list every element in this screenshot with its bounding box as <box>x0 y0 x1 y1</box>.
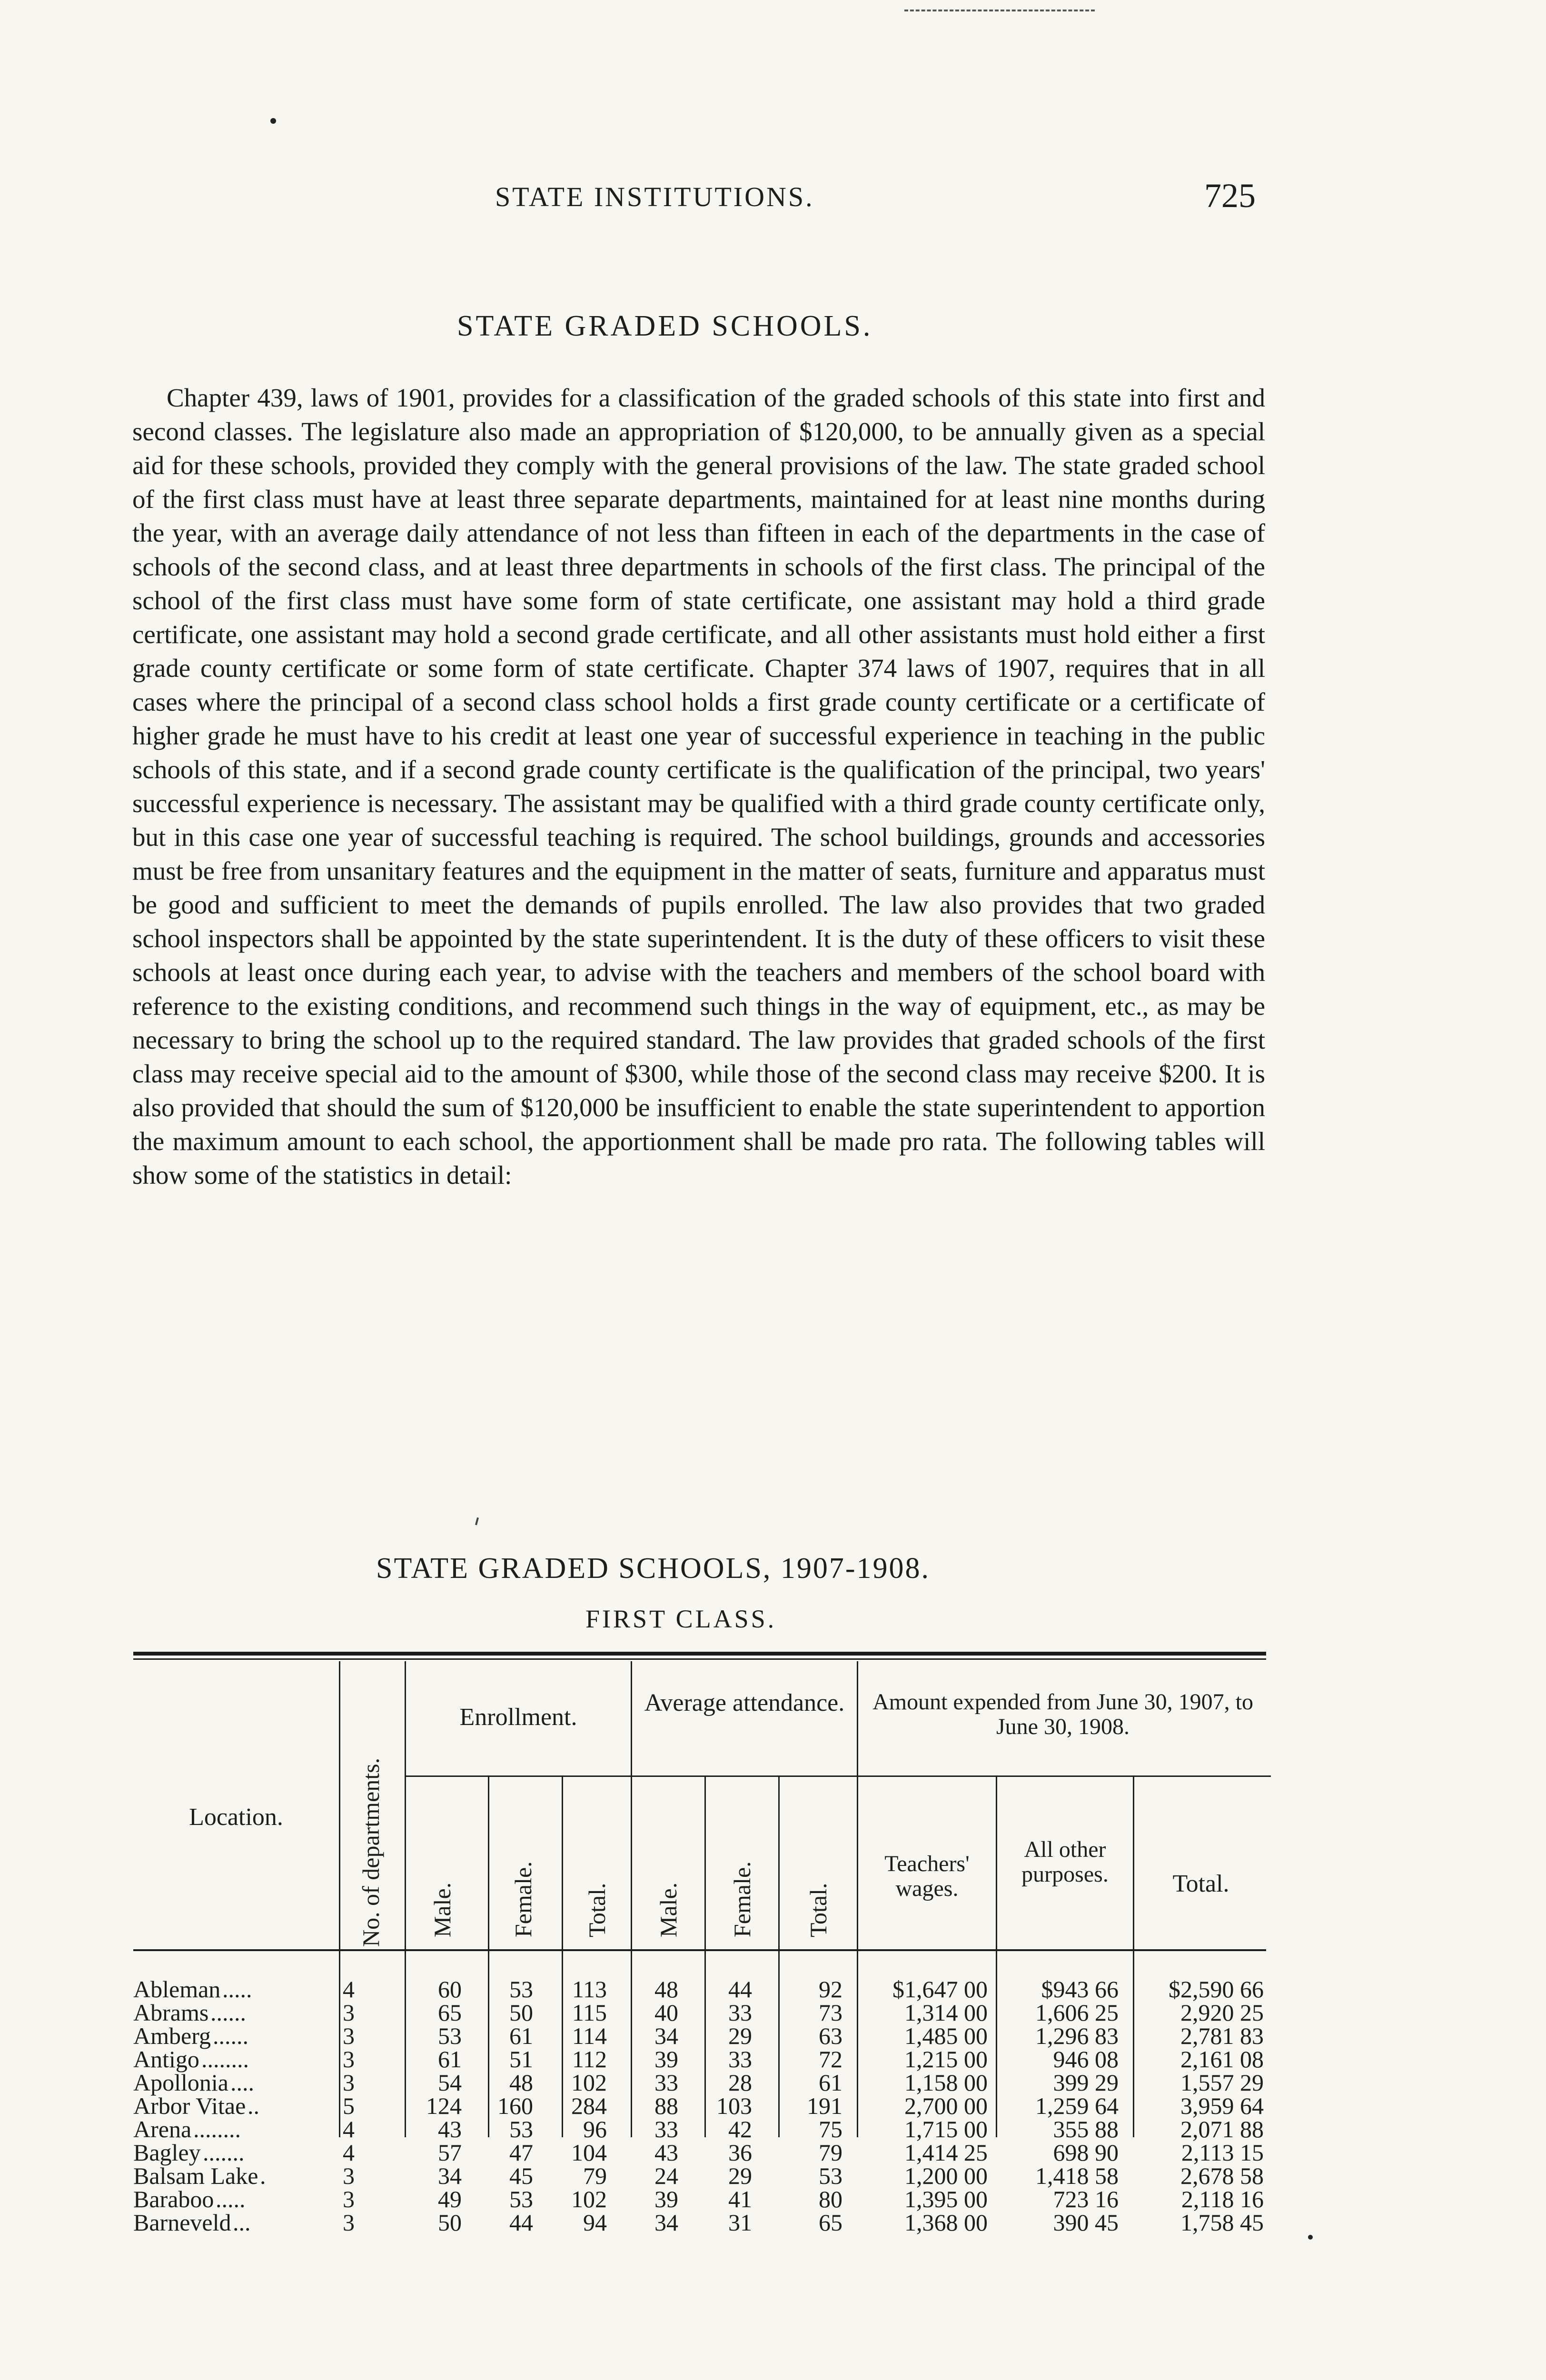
cell-dept: 3 <box>343 2186 355 2212</box>
cell-att-m: 33 <box>654 2069 678 2096</box>
body-text <box>132 381 1265 1192</box>
cell-att-f: 36 <box>728 2139 752 2166</box>
cell-att-m: 24 <box>654 2162 678 2189</box>
cell-leader-dots: . <box>260 2162 266 2189</box>
table-row <box>133 2045 1266 2073</box>
cell-enr-f: 48 <box>509 2069 533 2096</box>
cell-att-m: 43 <box>654 2139 678 2166</box>
cell-leader-dots: ........ <box>193 2116 241 2142</box>
header-exp-total: Total. <box>1172 1870 1229 1897</box>
table-title: STATE GRADED SCHOOLS, 1907-1908. <box>376 1552 931 1585</box>
cell-att-f: 31 <box>728 2209 752 2236</box>
header-enr-total: Total. <box>584 1883 610 1937</box>
header-enr-male: Male. <box>429 1882 456 1937</box>
table-row <box>133 2069 1266 2096</box>
cell-wages: 1,158 00 <box>904 2069 988 2096</box>
cell-total: 2,118 16 <box>1181 2186 1264 2212</box>
cell-att-f: 29 <box>728 2162 752 2189</box>
cell-enr-t: 114 <box>572 2023 607 2049</box>
cell-wages: 2,700 00 <box>904 2092 988 2119</box>
cell-wages: $1,647 00 <box>892 1976 988 2003</box>
cell-att-t: 65 <box>819 2209 842 2236</box>
cell-enr-m: 60 <box>438 1976 462 2003</box>
cell-enr-m: 54 <box>438 2069 462 2096</box>
cell-leader-dots: ..... <box>222 1976 252 2003</box>
cell-enr-t: 104 <box>571 2139 607 2166</box>
cell-wages: 1,215 00 <box>904 2046 988 2073</box>
cell-enr-f: 47 <box>509 2139 533 2166</box>
cell-enr-f: 45 <box>509 2162 533 2189</box>
statistics-table <box>133 1652 1266 2271</box>
cell-location: Arbor Vitae <box>133 2092 246 2119</box>
table-row <box>133 2022 1266 2049</box>
header-enrollment: Enrollment. <box>459 1704 577 1731</box>
cell-enr-m: 53 <box>438 2023 462 2049</box>
cell-location: Abrams <box>133 1999 209 2026</box>
cell-dept: 3 <box>343 1999 355 2026</box>
cell-att-f: 41 <box>728 2186 752 2212</box>
cell-att-t: 73 <box>819 1999 842 2026</box>
cell-att-m: 40 <box>654 1999 678 2026</box>
cell-att-f: 28 <box>728 2069 752 2096</box>
cell-location: Apollonia <box>133 2069 228 2096</box>
cell-enr-m: 65 <box>438 1999 462 2026</box>
cell-att-t: 63 <box>819 2023 842 2049</box>
cell-dept: 4 <box>343 1976 355 2003</box>
cell-wages: 1,414 25 <box>904 2139 988 2166</box>
cell-dept: 4 <box>343 2116 355 2142</box>
header-att-total: Total. <box>805 1883 832 1937</box>
cell-dept: 3 <box>343 2046 355 2073</box>
cell-dept: 5 <box>343 2092 355 2119</box>
cell-wages: 1,395 00 <box>904 2186 988 2212</box>
cell-enr-f: 51 <box>509 2046 533 2073</box>
cell-att-t: 61 <box>819 2069 842 2096</box>
cell-location: Barneveld <box>133 2209 231 2236</box>
cell-other: 1,296 83 <box>1035 2023 1119 2049</box>
cell-dept: 3 <box>343 2069 355 2096</box>
table-row <box>133 2139 1266 2166</box>
cell-dept: 3 <box>343 2162 355 2189</box>
cell-enr-t: 102 <box>571 2186 607 2212</box>
table-row <box>133 2092 1266 2119</box>
body-paragraph: Chapter 439, laws of 1901, provides for a classification of the graded schools of this state into first and second classes. The legislature also made an appropriation of $120,000, to be annually given as a special aid for these schools, provided they comply with the general provisions of the law. The state graded school of the first class must have at least three separate departments, maintained for at least nine months during the year, with an average daily attendance of not less than fifteen in each of the departments in the case of schools of the second class, and at least three departments in schools of the first class. The principal of the school of the first class must have some form of state certificate, one assistant may hold a third grade certificate, one assistant may hold a second grade certificate, and all other assistants must hold either a first grade county certificate or some form of state certificate. Chapter 374 laws of 1907, requires that in all cases where the principal of a second class school holds a first grade county certificate or a certificate of higher grade he must have to his credit at least one year of successful experience in teaching in the public schools of this state, and if a second grade county certificate is the qualification of the principal, two years' successful experience is necessary. The assistant may be qualified with a third grade county certificate only, but in this case one year of successful teaching is required. The school buildings, grounds and accessories must be free from unsanitary features and the equipment in the matter of seats, furniture and apparatus must be good and sufficient to meet the demands of pupils enrolled. The law also provides that two graded school inspectors shall be appointed by the state superintendent. It is the duty of these officers to visit these schools at least once during each year, to advise with the teachers and members of the school board with reference to the existing conditions, and recommend such things in the way of equipment, etc., as may be necessary to bring the school up to the required standard. The law provides that graded schools of the first class may receive special aid to the amount of $300, while those of the second class may receive $200. It is also provided that should the sum of $120,000 be insufficient to enable the state superintendent to apportion the maximum amount to each school, the apportionment shall be made pro rata. The following tables will show some of the statistics in detail: <box>132 383 1265 1190</box>
cell-enr-m: 57 <box>438 2139 462 2166</box>
cell-other: 390 45 <box>1053 2209 1119 2236</box>
cell-enr-t: 284 <box>571 2092 607 2119</box>
cell-total: 2,161 08 <box>1180 2046 1264 2073</box>
cell-att-m: 39 <box>654 2186 678 2212</box>
cell-location: Amberg <box>133 2023 211 2049</box>
cell-location: Arena <box>133 2116 192 2142</box>
cell-enr-f: 61 <box>509 2023 533 2049</box>
cell-enr-f: 160 <box>497 2092 533 2119</box>
cell-att-t: 92 <box>819 1976 842 2003</box>
cell-att-t: 80 <box>819 2186 842 2212</box>
header-att-male: Male. <box>655 1882 682 1937</box>
cell-total: 2,781 83 <box>1180 2023 1264 2049</box>
cell-other: 946 08 <box>1053 2046 1119 2073</box>
header-bottom-rule <box>133 1949 1266 1951</box>
cell-total: 1,557 29 <box>1180 2069 1264 2096</box>
cell-enr-f: 53 <box>509 1976 533 2003</box>
header-attendance: Average attendance. <box>644 1689 845 1716</box>
header-expended: Amount expended from June 30, 1907, to June 30, 1908. <box>872 1689 1253 1739</box>
table-row <box>133 2209 1266 2236</box>
cell-enr-f: 53 <box>509 2186 533 2212</box>
section-title: STATE GRADED SCHOOLS. <box>457 310 873 342</box>
cell-enr-m: 124 <box>426 2092 462 2119</box>
cell-other: 355 88 <box>1053 2116 1119 2142</box>
cell-other: 698 90 <box>1053 2139 1119 2166</box>
cell-total: 2,113 15 <box>1181 2139 1264 2166</box>
table-row <box>133 2162 1266 2189</box>
cell-enr-t: 102 <box>571 2069 607 2096</box>
cell-location: Baraboo <box>133 2186 214 2212</box>
cell-leader-dots: ...... <box>213 2023 248 2049</box>
cell-att-t: 53 <box>819 2162 842 2189</box>
header-teachers-wages: Teachers' wages. <box>884 1851 970 1901</box>
cell-att-t: 72 <box>819 2046 842 2073</box>
cell-att-t: 79 <box>819 2139 842 2166</box>
cell-enr-t: 79 <box>583 2162 607 2189</box>
header-enr-female: Female. <box>510 1861 536 1937</box>
cell-att-m: 88 <box>654 2092 678 2119</box>
cell-leader-dots: .... <box>230 2069 254 2096</box>
ink-speck <box>1308 2235 1313 2240</box>
header-location: Location. <box>189 1804 283 1831</box>
table-row <box>133 1999 1266 2026</box>
cell-enr-f: 53 <box>509 2116 533 2142</box>
cell-dept: 4 <box>343 2139 355 2166</box>
cell-att-m: 39 <box>654 2046 678 2073</box>
cell-enr-t: 115 <box>572 1999 607 2026</box>
print-smudge <box>904 10 1095 11</box>
running-head: STATE INSTITUTIONS. <box>495 181 814 212</box>
cell-enr-m: 49 <box>438 2186 462 2212</box>
cell-wages: 1,485 00 <box>904 2023 988 2049</box>
cell-att-m: 34 <box>654 2023 678 2049</box>
cell-leader-dots: ...... <box>210 1999 246 2026</box>
cell-att-f: 44 <box>728 1976 752 2003</box>
cell-other: 1,259 64 <box>1035 2092 1119 2119</box>
table-row <box>133 1975 1266 2003</box>
cell-enr-t: 94 <box>583 2209 607 2236</box>
table-subtitle: FIRST CLASS. <box>585 1605 777 1633</box>
ink-speck <box>475 1517 479 1525</box>
cell-enr-m: 61 <box>438 2046 462 2073</box>
cell-other: 723 16 <box>1053 2186 1119 2212</box>
cell-location: Bagley <box>133 2139 201 2166</box>
cell-location: Ableman <box>133 1976 221 2003</box>
cell-wages: 1,368 00 <box>904 2209 988 2236</box>
cell-att-f: 33 <box>728 1999 752 2026</box>
cell-location: Balsam Lake <box>133 2162 258 2189</box>
table-top-rule <box>133 1652 1266 1656</box>
cell-att-t: 75 <box>819 2116 842 2142</box>
cell-dept: 3 <box>343 2209 355 2236</box>
cell-att-m: 33 <box>654 2116 678 2142</box>
table-row <box>133 2185 1266 2212</box>
page-number: 725 <box>1204 177 1256 215</box>
header-att-female: Female. <box>729 1861 755 1937</box>
cell-att-t: 191 <box>807 2092 842 2119</box>
cell-total: 2,678 58 <box>1180 2162 1264 2189</box>
cell-total: $2,590 66 <box>1169 1976 1264 2003</box>
cell-wages: 1,200 00 <box>904 2162 988 2189</box>
cell-enr-t: 112 <box>572 2046 607 2073</box>
header-all-other: All other purposes. <box>1021 1837 1109 1887</box>
cell-total: 3,959 64 <box>1180 2092 1264 2119</box>
cell-att-m: 48 <box>654 1976 678 2003</box>
cell-enr-m: 43 <box>438 2116 462 2142</box>
cell-total: 1,758 45 <box>1180 2209 1264 2236</box>
cell-enr-m: 34 <box>438 2162 462 2189</box>
table-row <box>133 2115 1266 2142</box>
cell-enr-f: 50 <box>509 1999 533 2026</box>
cell-enr-m: 50 <box>438 2209 462 2236</box>
cell-att-f: 42 <box>728 2116 752 2142</box>
cell-total: 2,071 88 <box>1180 2116 1264 2142</box>
cell-att-f: 33 <box>728 2046 752 2073</box>
cell-location: Antigo <box>133 2046 199 2073</box>
cell-other: 1,418 58 <box>1035 2162 1119 2189</box>
cell-att-m: 34 <box>654 2209 678 2236</box>
cell-other: $943 66 <box>1041 1976 1119 2003</box>
cell-enr-t: 96 <box>583 2116 607 2142</box>
cell-leader-dots: ....... <box>203 2139 245 2166</box>
cell-enr-f: 44 <box>509 2209 533 2236</box>
cell-wages: 1,314 00 <box>904 1999 988 2026</box>
cell-dept: 3 <box>343 2023 355 2049</box>
cell-att-f: 29 <box>728 2023 752 2049</box>
header-departments: No. of departments. <box>357 1757 384 1947</box>
cell-att-f: 103 <box>716 2092 752 2119</box>
cell-enr-t: 113 <box>572 1976 607 2003</box>
table-top-rule-thin <box>133 1658 1266 1660</box>
cell-other: 399 29 <box>1053 2069 1119 2096</box>
cell-leader-dots: ..... <box>216 2186 246 2212</box>
cell-other: 1,606 25 <box>1035 1999 1119 2026</box>
cell-wages: 1,715 00 <box>904 2116 988 2142</box>
cell-leader-dots: ... <box>233 2209 251 2236</box>
ink-speck <box>270 118 276 124</box>
cell-total: 2,920 25 <box>1180 1999 1264 2026</box>
header-mid-rule <box>405 1775 1271 1777</box>
cell-leader-dots: ........ <box>201 2046 249 2073</box>
cell-leader-dots: .. <box>248 2092 259 2119</box>
